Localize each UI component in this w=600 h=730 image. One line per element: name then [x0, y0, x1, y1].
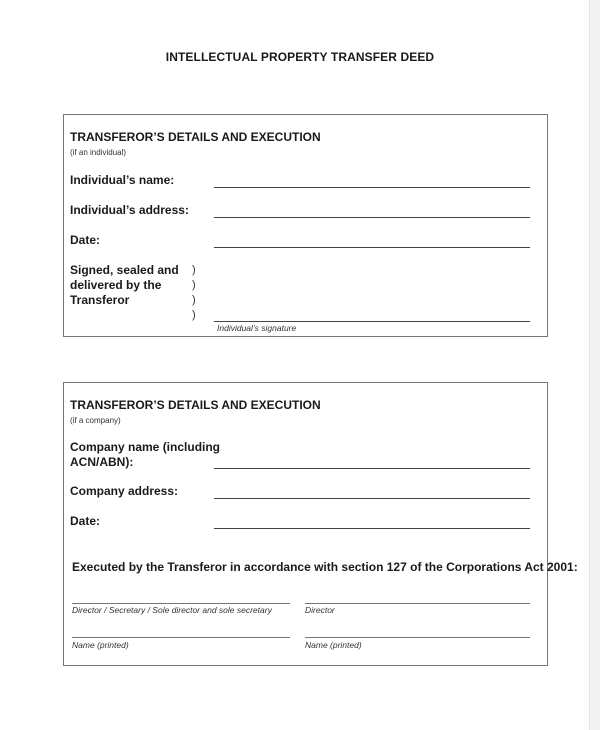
- company-date-field[interactable]: [214, 528, 530, 529]
- parenthesis-column: [192, 263, 196, 323]
- company-address-field[interactable]: [214, 498, 530, 499]
- page-edge: [589, 0, 600, 730]
- signed-line-2: delivered by the: [70, 278, 162, 292]
- signatory-left-caption: Director / Secretary / Sole director and sole secretary: [72, 605, 272, 615]
- company-date-label: Date:: [70, 514, 101, 528]
- paren-4: ): [192, 309, 196, 321]
- company-name-label-line-2: ACN/ABN):: [70, 455, 134, 469]
- company-name-label-line-1: Company name (including: [70, 440, 221, 454]
- execution-statement: Executed by the Transferor in accordance with section 127 of the Corporations Act 2001:: [72, 560, 578, 574]
- individual-date-field[interactable]: [214, 247, 530, 248]
- individual-address-label: Individual’s address:: [70, 203, 189, 217]
- individual-name-field[interactable]: [214, 187, 530, 188]
- name-left-caption: Name (printed): [72, 640, 129, 650]
- individual-date-label: Date:: [70, 233, 101, 247]
- signatory-left-field[interactable]: [72, 603, 290, 604]
- individual-signature-caption: Individual’s signature: [217, 323, 297, 333]
- paren-1: ): [192, 264, 196, 276]
- company-name-label: [70, 440, 220, 470]
- company-address-label: Company address:: [70, 484, 179, 498]
- company-name-field[interactable]: [214, 468, 530, 469]
- name-right-caption: Name (printed): [305, 640, 362, 650]
- signatory-right-field[interactable]: [305, 603, 530, 604]
- individual-section-heading: TRANSFEROR’S DETAILS AND EXECUTION: [70, 130, 321, 144]
- individual-address-field[interactable]: [214, 217, 530, 218]
- name-right-field[interactable]: [305, 637, 530, 638]
- company-section: [63, 382, 578, 666]
- document-title: INTELLECTUAL PROPERTY TRANSFER DEED: [165, 50, 435, 64]
- company-section-subheading: (if a company): [70, 416, 121, 425]
- paren-3: ): [192, 294, 196, 306]
- signatory-right-caption: Director: [305, 605, 335, 615]
- signed-line-1: Signed, sealed and: [70, 263, 179, 277]
- company-section-heading: TRANSFEROR’S DETAILS AND EXECUTION: [70, 398, 321, 412]
- name-left-field[interactable]: [72, 637, 290, 638]
- individual-section-subheading: (if an individual): [70, 148, 127, 157]
- individual-section: [63, 114, 548, 337]
- individual-name-label: Individual’s name:: [70, 173, 175, 187]
- signed-sealed-label: [70, 263, 179, 308]
- paren-2: ): [192, 279, 196, 291]
- individual-signature-field[interactable]: [214, 321, 530, 322]
- signed-line-3: Transferor: [70, 293, 130, 307]
